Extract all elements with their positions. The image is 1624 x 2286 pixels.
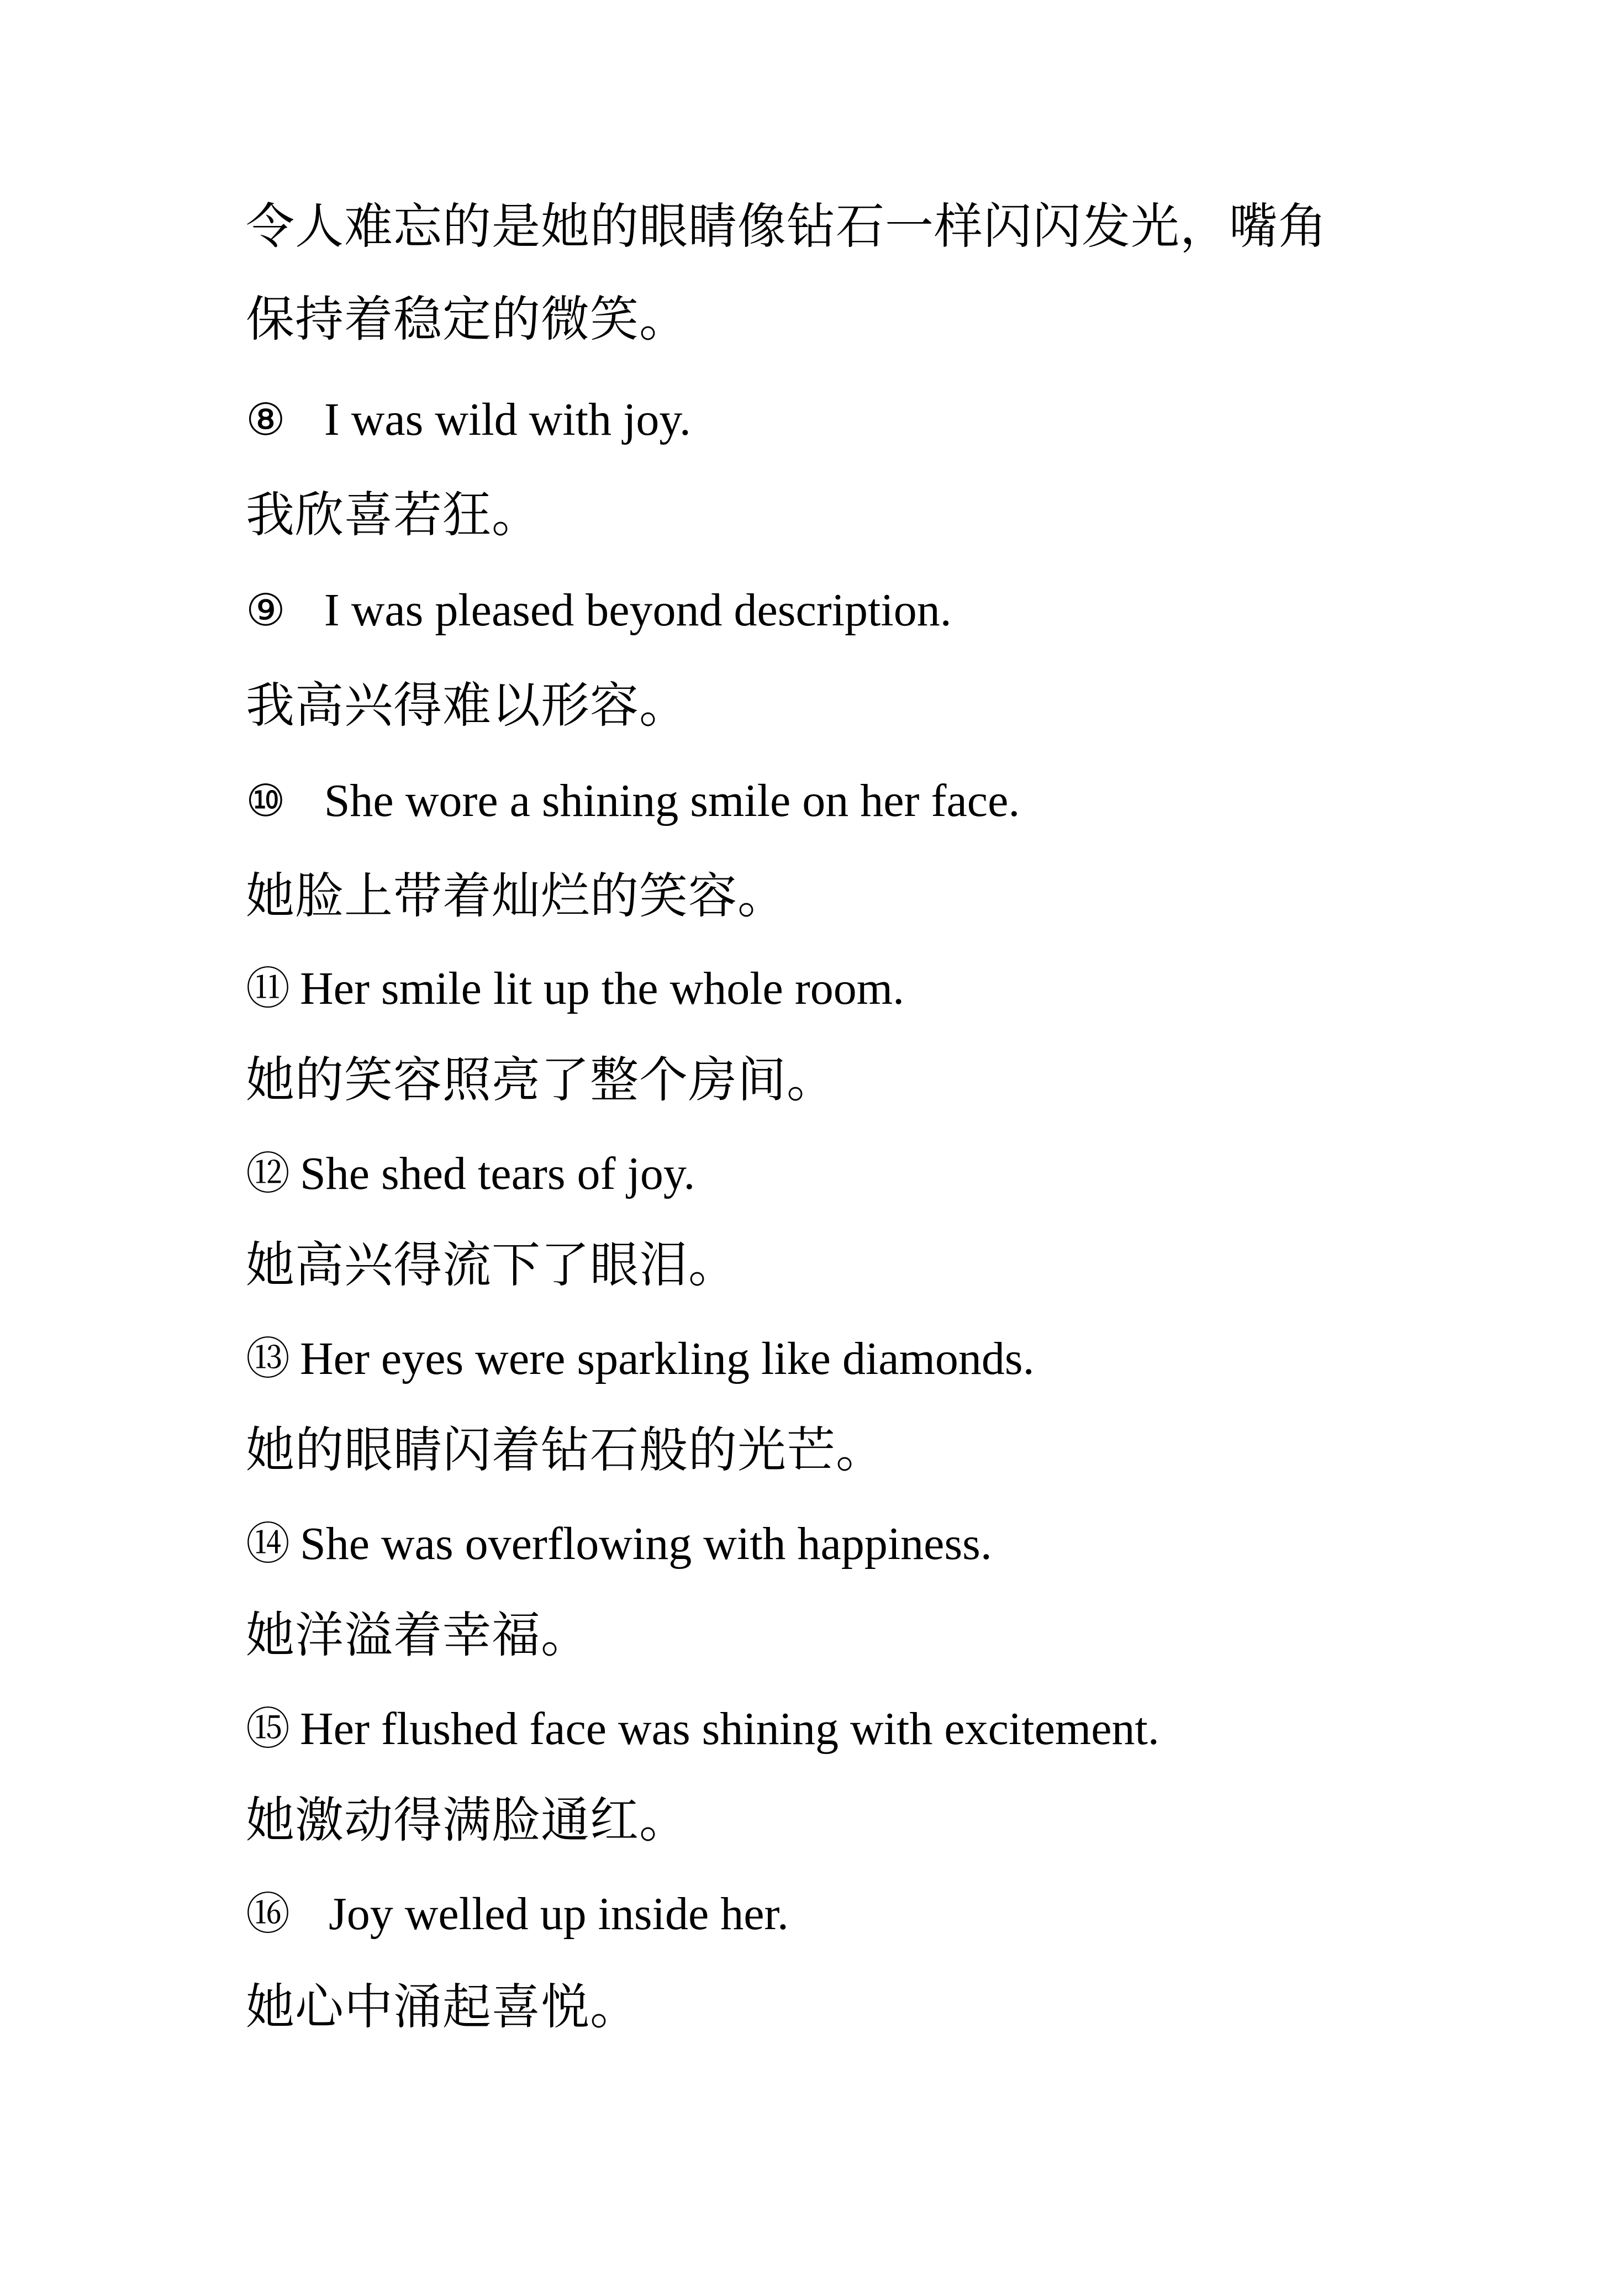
chinese-line: 她心中涌起喜悦。 — [246, 1978, 640, 2035]
english-sentence — [246, 1144, 695, 1204]
item-number: ⑮ — [246, 1703, 290, 1755]
item-number: ⑯ — [246, 1888, 290, 1940]
english-sentence — [246, 1699, 1159, 1760]
item-number: ⑭ — [246, 1518, 290, 1569]
chinese-line: 她激动得满脸通红。 — [246, 1792, 689, 1848]
item-number: ⑩ — [246, 775, 286, 826]
sentence-text: I was wild with joy. — [324, 394, 691, 445]
chinese-line: 她洋溢着幸福。 — [246, 1606, 590, 1663]
sentence-text: She shed tears of joy. — [300, 1148, 695, 1199]
sentence-text: Her smile lit up the whole room. — [300, 963, 905, 1014]
item-number: ⑬ — [246, 1333, 290, 1384]
english-sentence — [246, 389, 691, 450]
english-sentence — [246, 1884, 789, 1945]
chinese-line: 她的眼睛闪着钻石般的光芒。 — [246, 1421, 885, 1478]
english-sentence — [246, 580, 952, 641]
english-sentence — [246, 958, 904, 1019]
item-number: ⑫ — [246, 1148, 290, 1199]
chinese-line: 她脸上带着灿烂的笑容。 — [246, 867, 787, 924]
english-sentence — [246, 1514, 992, 1574]
sentence-text: Her eyes were sparkling like diamonds. — [300, 1333, 1035, 1384]
sentence-text: Her flushed face was shining with excitement. — [300, 1703, 1159, 1755]
english-sentence — [246, 771, 1020, 831]
chinese-line: 我欣喜若狂。 — [246, 486, 541, 543]
sentence-text: She was overflowing with happiness. — [300, 1518, 992, 1569]
english-sentence — [246, 1329, 1035, 1389]
item-number: ⑪ — [246, 963, 290, 1014]
sentence-text: She wore a shining smile on her face. — [324, 775, 1020, 826]
sentence-text: I was pleased beyond description. — [324, 584, 952, 636]
chinese-line: 令人难忘的是她的眼睛像钻石一样闪闪发光，嘴角 — [246, 198, 1328, 255]
chinese-line: 我高兴得难以形容。 — [246, 677, 689, 734]
chinese-line: 她的笑容照亮了整个房间。 — [246, 1051, 836, 1108]
item-number: ⑧ — [246, 394, 286, 445]
chinese-line: 她高兴得流下了眼泪。 — [246, 1236, 738, 1293]
chinese-line: 保持着稳定的微笑。 — [246, 291, 689, 347]
sentence-text: Joy welled up inside her. — [329, 1888, 789, 1940]
item-number: ⑨ — [246, 584, 286, 636]
